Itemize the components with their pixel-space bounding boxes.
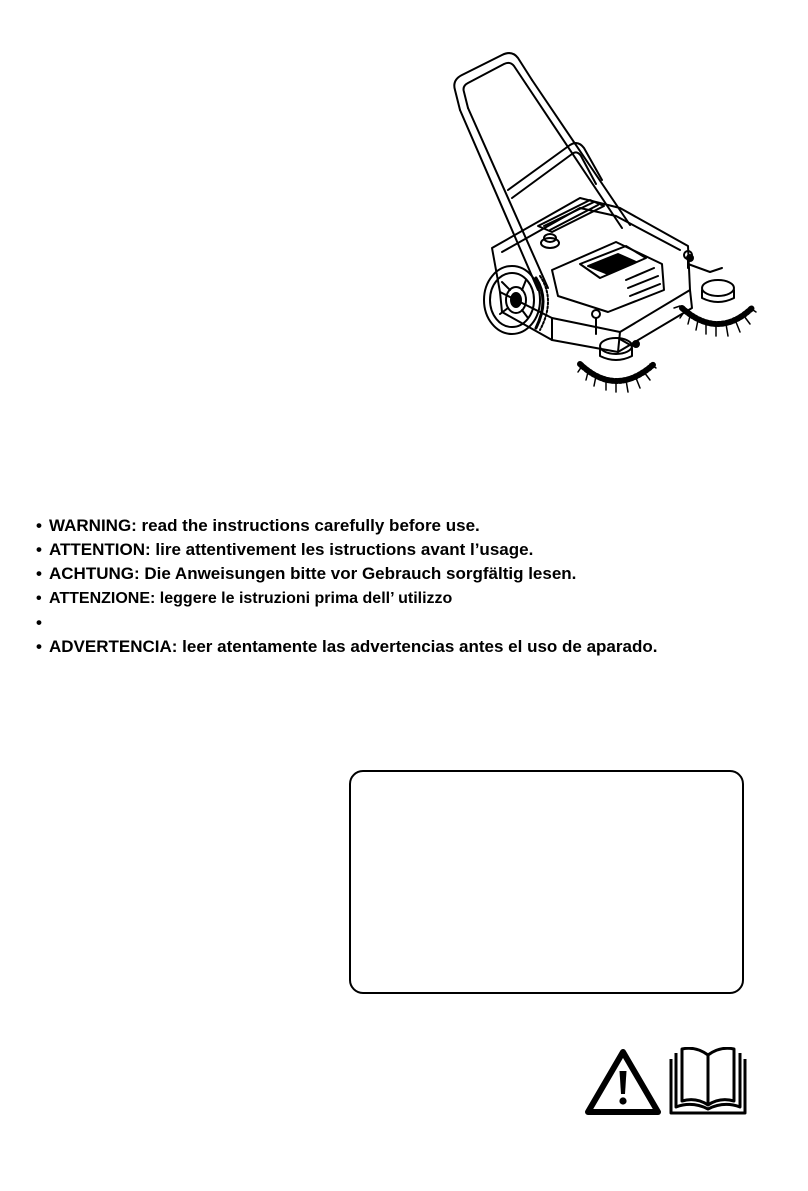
warning-french <box>36 538 657 562</box>
warning-english <box>36 514 657 538</box>
bullet: • <box>36 589 42 607</box>
bullet: • <box>36 612 42 632</box>
warning-text: ATTENTION: lire attentivement les istructions avant l’usage. <box>49 540 534 560</box>
bullet: • <box>36 564 42 584</box>
warning-empty <box>36 611 657 635</box>
bullet: • <box>36 516 42 535</box>
read-manual-icon <box>668 1047 748 1115</box>
warning-list <box>36 514 657 659</box>
warning-text: ADVERTENCIA: leer atentamente las advertencias antes el uso de aparado. <box>49 637 658 657</box>
info-box <box>349 770 744 994</box>
bullet: • <box>36 540 42 560</box>
warning-german <box>36 562 657 586</box>
bullet: • <box>36 637 42 657</box>
sweeper-illustration <box>440 50 760 400</box>
warning-triangle-icon <box>585 1049 661 1115</box>
warning-spanish <box>36 635 657 659</box>
warning-italian <box>36 587 657 611</box>
warning-text: WARNING: read the instructions carefully before use. <box>49 516 480 535</box>
warning-text: ACHTUNG: Die Anweisungen bitte vor Gebrauch sorgfältig lesen. <box>49 564 577 584</box>
warning-text: ATTENZIONE: leggere le istruzioni prima dell’ utilizzo <box>49 589 453 607</box>
